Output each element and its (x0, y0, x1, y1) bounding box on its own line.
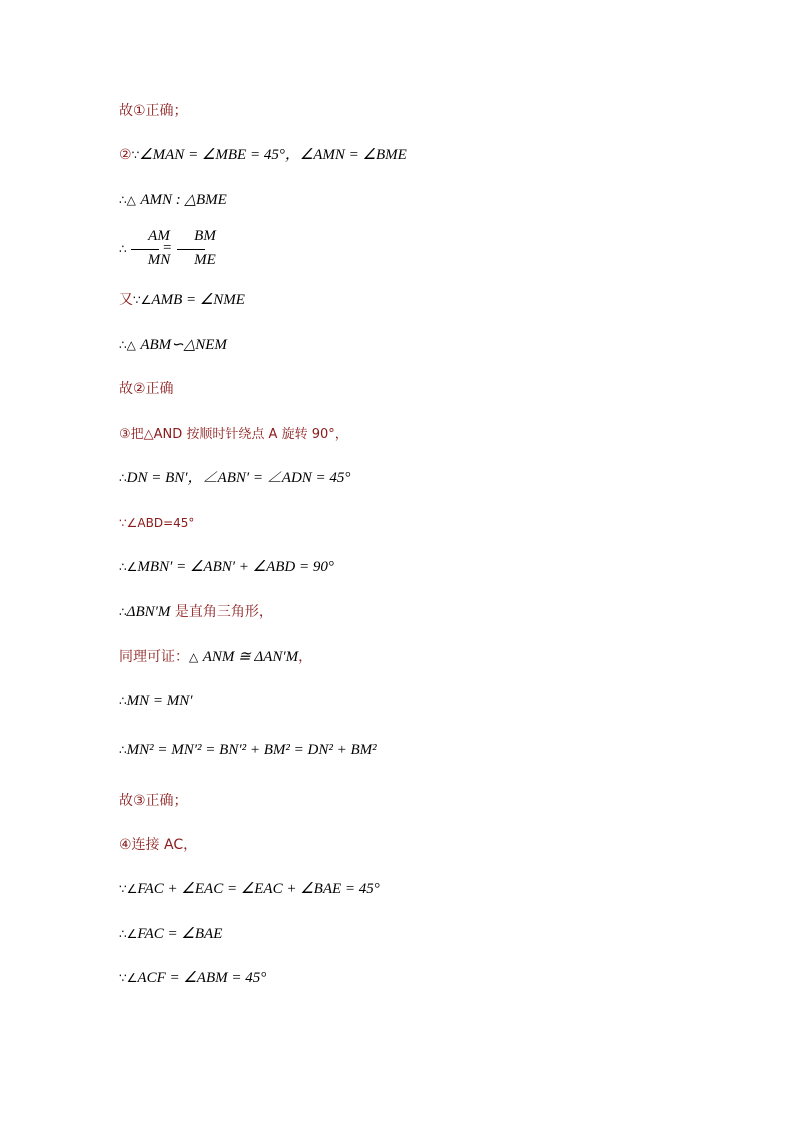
because-angle-symbol: ∵∠ (119, 882, 138, 896)
acf-abm-formula: ACF = ∠ABM = 45° (137, 970, 267, 986)
fac-sum-line (119, 879, 380, 899)
abd-angle-line (119, 513, 194, 533)
therefore-angle-symbol: ∴∠ (119, 927, 138, 941)
therefore-symbol: ∴ (119, 338, 127, 352)
because-symbol: ∵ (131, 148, 140, 162)
therefore-symbol: ∴ (119, 694, 127, 708)
therefore-symbol: ∴ (119, 471, 127, 485)
mn-equal-formula: MN = MN′ (126, 693, 193, 709)
dn-bn-line (119, 468, 350, 488)
similar-abm-nem-formula: ABM∽△NEM (140, 337, 227, 353)
conclusion-1-line (119, 101, 188, 121)
therefore-symbol: ∴ (119, 605, 127, 619)
conclusion-3-text: 故③正确； (119, 793, 188, 809)
therefore-symbol: ∴ (119, 193, 127, 207)
step-2-given-line (119, 145, 407, 165)
acf-abm-line (119, 968, 266, 988)
conclusion-2-line (119, 379, 174, 399)
fraction-bar (131, 249, 159, 250)
therefore-symbol: ∴ (119, 743, 127, 757)
step-3-rotation-line (119, 424, 348, 445)
fac-bae-formula: FAC = ∠BAE (137, 926, 223, 942)
fraction-bar (177, 249, 205, 250)
also-text: 又 (119, 292, 133, 308)
numerator-bm: BM (194, 228, 216, 244)
triangle-symbol: △ (126, 338, 136, 352)
therefore-angle-symbol: ∴∠ (119, 560, 138, 574)
step-4-text: ④连接 AC， (119, 837, 198, 853)
similar-triangles-formula: AMN : △BME (140, 192, 227, 208)
pythagorean-line (119, 740, 377, 760)
congruent-formula: ANM ≅ ΔAN′M (202, 649, 299, 665)
dn-bn-formula: DN = BN′，∠ABN′ = ∠ADN = 45° (126, 470, 351, 486)
mbn-angle-line (119, 557, 334, 577)
denominator-me: ME (194, 252, 216, 268)
triangle-bnm-formula: ΔBN′M (126, 604, 171, 620)
mbn-angle-formula: MBN′ = ∠ABN′ + ∠ABD = 90° (137, 559, 334, 575)
fac-bae-line (119, 924, 222, 944)
conclusion-2-text: 故②正确 (119, 381, 174, 397)
circled-2: ② (119, 147, 132, 163)
congruent-line (119, 647, 312, 667)
similar-abm-nem-line (119, 335, 227, 355)
similarly-provable-text: 同理可证： (119, 649, 189, 665)
angle-equal-formula: AMB = ∠NME (151, 292, 245, 308)
angle-equal-line (119, 290, 245, 310)
right-triangle-text: 是直角三角形， (170, 604, 273, 620)
fac-sum-formula: FAC + ∠EAC = ∠EAC + ∠BAE = 45° (137, 881, 380, 897)
step-2-given-formula: ∠MAN = ∠MBE = 45°，∠AMN = ∠BME (139, 147, 407, 163)
because-angle-symbol: ∵∠ (119, 971, 138, 985)
numerator-am: AM (148, 228, 170, 244)
comma: ， (298, 649, 313, 665)
step-4-line (119, 835, 197, 855)
conclusion-3-line (119, 791, 188, 811)
conclusion-1-text: 故①正确； (119, 103, 188, 119)
step-3-rotation-text: ③把△AND 按顺时针绕点 A 旋转 90°， (119, 427, 348, 442)
similar-triangles-line (119, 190, 227, 210)
triangle-symbol: △ (126, 193, 136, 207)
equals-sign: = (163, 240, 172, 256)
mn-equal-line (119, 691, 193, 711)
pythagorean-formula: MN² = MN′² = BN′² + BM² = DN² + BM² (126, 742, 377, 758)
abd-angle-text: ∵∠ABD=45° (119, 516, 195, 530)
denominator-mn: MN (147, 252, 171, 268)
because-angle-symbol: ∵∠ (133, 293, 152, 307)
therefore-symbol: ∴ (119, 242, 127, 256)
right-triangle-line (119, 602, 273, 622)
triangle-symbol: △ (189, 650, 199, 664)
